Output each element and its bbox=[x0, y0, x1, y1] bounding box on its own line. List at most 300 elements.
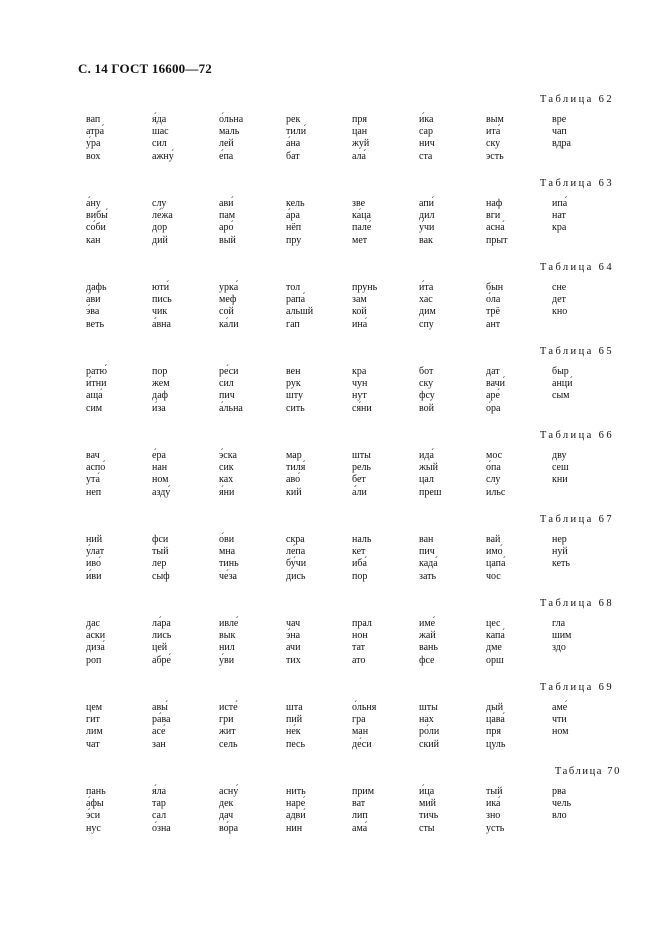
table-title: Таблица 65 bbox=[539, 346, 614, 357]
table-column bbox=[419, 198, 481, 247]
table-cell: пря bbox=[486, 726, 501, 738]
table-cell: жуй bbox=[352, 138, 370, 150]
table-column bbox=[352, 786, 414, 835]
table-cell: а́вна bbox=[152, 318, 171, 330]
table-title: Таблица 70 bbox=[554, 766, 621, 777]
table-cell: рва bbox=[552, 786, 567, 797]
table-column bbox=[486, 618, 548, 667]
table-cell: вдра bbox=[552, 138, 571, 150]
table-cell: э́ска bbox=[219, 450, 237, 461]
table-column bbox=[219, 786, 281, 835]
table-column bbox=[352, 198, 414, 247]
table-cell: ский bbox=[419, 738, 439, 750]
table-column bbox=[352, 450, 414, 499]
table-cell: ажну́ bbox=[152, 150, 174, 162]
table-cell: эсть bbox=[486, 150, 504, 162]
table-column bbox=[86, 702, 148, 751]
table-cell: вань bbox=[419, 642, 438, 654]
table-cell: ида́ bbox=[419, 450, 434, 461]
table-cell: аме́ bbox=[552, 702, 568, 713]
table-cell: мна bbox=[219, 546, 236, 558]
table-cell: аре́ bbox=[486, 390, 500, 402]
syllable-table bbox=[0, 682, 662, 762]
table-cell: ра́ва bbox=[152, 714, 171, 726]
table-cell: э́на bbox=[286, 630, 301, 642]
table-cell: ама́ bbox=[352, 822, 368, 834]
table-column bbox=[352, 534, 414, 583]
table-cell: нин bbox=[286, 822, 303, 834]
table-cell: кан bbox=[86, 234, 101, 246]
table-cell: жит bbox=[219, 726, 236, 738]
table-column bbox=[219, 282, 281, 331]
syllable-table bbox=[0, 766, 662, 846]
table-cell: ста bbox=[419, 150, 433, 162]
table-cell: ивле́ bbox=[219, 618, 239, 629]
table-cell: кра bbox=[552, 222, 567, 234]
table-cell: роп bbox=[86, 654, 102, 666]
table-cell: вло bbox=[552, 810, 567, 822]
table-cell: ний bbox=[86, 534, 103, 545]
table-cell: сил bbox=[152, 138, 167, 150]
table-cell: гри bbox=[219, 714, 234, 726]
table-column bbox=[219, 702, 281, 751]
table-title: Таблица 69 bbox=[539, 682, 614, 693]
table-cell: фсу bbox=[419, 390, 435, 402]
table-cell: вибы́ bbox=[86, 210, 108, 222]
table-cell: фсе bbox=[419, 654, 435, 666]
table-cell: вак bbox=[419, 234, 433, 246]
table-cell: ави́ bbox=[219, 198, 234, 209]
table-cell: тиля́ bbox=[286, 462, 306, 474]
table-cell: неп bbox=[86, 486, 102, 498]
table-cell: здо bbox=[552, 642, 566, 654]
table-cell: слу bbox=[486, 474, 501, 486]
table-cell: тили́ bbox=[286, 126, 307, 138]
table-cell: зать bbox=[419, 570, 437, 582]
table-column bbox=[352, 702, 414, 751]
table-column bbox=[419, 450, 481, 499]
table-column bbox=[352, 366, 414, 415]
table-cell: дись bbox=[286, 570, 306, 582]
table-column bbox=[352, 114, 414, 163]
table-title: Таблица 63 bbox=[539, 178, 614, 189]
table-cell: лип bbox=[352, 810, 368, 822]
table-cell: о́ра bbox=[486, 402, 501, 414]
table-cell: зве bbox=[352, 198, 366, 209]
table-cell: вап bbox=[86, 114, 101, 125]
table-cell: сой bbox=[219, 306, 234, 318]
table-cell: усть bbox=[486, 822, 505, 834]
table-title: Таблица 66 bbox=[539, 430, 614, 441]
table-cell: ута́ bbox=[86, 474, 100, 486]
table-cell: лер bbox=[152, 558, 167, 570]
table-cell: маль bbox=[219, 126, 240, 138]
table-cell: прунь bbox=[352, 282, 378, 293]
table-cell: ратю́ bbox=[86, 366, 108, 377]
table-column bbox=[486, 282, 548, 331]
table-cell: цем bbox=[86, 702, 103, 713]
table-cell: юти́ bbox=[152, 282, 170, 293]
table-cell: пор bbox=[352, 570, 368, 582]
table-cell: альшй bbox=[286, 306, 314, 318]
table-cell: тар bbox=[152, 798, 166, 810]
table-cell: меф bbox=[219, 294, 237, 306]
table-cell: слу bbox=[152, 198, 167, 209]
table-column bbox=[552, 282, 614, 319]
table-cell: пий bbox=[286, 714, 303, 726]
table-cell: атра́ bbox=[86, 126, 105, 138]
table-cell: сар bbox=[419, 126, 433, 138]
table-cell: кно bbox=[552, 306, 568, 318]
table-cell: апи́ bbox=[419, 198, 435, 209]
table-cell: быр bbox=[552, 366, 569, 377]
table-cell: кни bbox=[552, 474, 568, 486]
table-cell: пам bbox=[219, 210, 236, 222]
table-cell: нон bbox=[352, 630, 368, 642]
table-cell: ро́ли bbox=[419, 726, 440, 738]
table-cell: ле́па bbox=[286, 546, 306, 558]
table-cell: о́льна bbox=[219, 114, 244, 125]
syllable-table bbox=[0, 598, 662, 678]
table-cell: е́па bbox=[219, 150, 234, 162]
table-cell: шты bbox=[419, 702, 438, 713]
syllable-table bbox=[0, 430, 662, 510]
table-cell: а́ра bbox=[286, 210, 300, 222]
table-cell: жый bbox=[419, 462, 438, 474]
table-column bbox=[86, 114, 148, 163]
table-cell: и́та bbox=[419, 282, 434, 293]
table-cell: прыт bbox=[486, 234, 508, 246]
table-cell: нить bbox=[286, 786, 306, 797]
table-cell: бу́чи bbox=[286, 558, 307, 570]
table-column bbox=[486, 786, 548, 835]
table-cell: песь bbox=[286, 738, 306, 750]
table-column bbox=[219, 366, 281, 415]
table-cell: а́льна bbox=[219, 402, 243, 414]
table-cell: ла́ра bbox=[152, 618, 171, 629]
table-cell: ала́ bbox=[352, 150, 366, 162]
table-cell: ант bbox=[486, 318, 501, 330]
table-column bbox=[86, 786, 148, 835]
table-cell: сал bbox=[152, 810, 167, 822]
table-cell: чап bbox=[552, 126, 567, 138]
table-cell: фси bbox=[152, 534, 169, 545]
table-cell: цуль bbox=[486, 738, 506, 750]
table-cell: ато bbox=[352, 654, 366, 666]
table-cell: тол bbox=[286, 282, 301, 293]
table-cell: прим bbox=[352, 786, 375, 797]
table-cell: во́ра bbox=[219, 822, 239, 834]
table-column bbox=[286, 450, 348, 499]
table-cell: тих bbox=[286, 654, 301, 666]
table-cell: урка́ bbox=[219, 282, 239, 293]
table-column bbox=[152, 450, 214, 499]
table-cell: гит bbox=[86, 714, 100, 726]
table-cell: исте́ bbox=[219, 702, 238, 713]
table-cell: спу bbox=[419, 318, 434, 330]
table-cell: ску bbox=[486, 138, 501, 150]
table-cell: дме bbox=[486, 642, 502, 654]
syllable-table bbox=[0, 262, 662, 342]
table-cell: пале́ bbox=[352, 222, 372, 234]
table-cell: ман bbox=[352, 726, 369, 738]
table-cell: аща́ bbox=[86, 390, 103, 402]
table-cell: чель bbox=[552, 798, 572, 810]
table-cell: наф bbox=[486, 198, 503, 209]
table-cell: дафь bbox=[86, 282, 107, 293]
table-cell: чик bbox=[152, 306, 168, 318]
table-title: Таблица 68 bbox=[539, 598, 614, 609]
table-cell: я́ла bbox=[152, 786, 167, 797]
table-cell: прал bbox=[352, 618, 372, 629]
table-cell: лись bbox=[152, 630, 172, 642]
table-cell: цал bbox=[419, 474, 434, 486]
table-cell: кеть bbox=[552, 558, 570, 570]
table-column bbox=[286, 366, 348, 415]
table-column bbox=[352, 618, 414, 667]
table-cell: имо́ bbox=[486, 546, 503, 558]
table-cell: чач bbox=[286, 618, 301, 629]
table-cell: цан bbox=[352, 126, 368, 138]
table-cell: дву bbox=[552, 450, 567, 461]
table-cell: лей bbox=[219, 138, 234, 150]
table-cell: вач bbox=[86, 450, 100, 461]
table-cell: даф bbox=[152, 390, 169, 402]
table-cell: э́ва bbox=[86, 306, 100, 318]
table-cell: ску bbox=[419, 378, 434, 390]
table-column bbox=[486, 198, 548, 247]
table-cell: а́на bbox=[286, 138, 301, 150]
table-cell: скра bbox=[286, 534, 305, 545]
table-cell: аво́ bbox=[286, 474, 301, 486]
table-cell: ка́ли bbox=[219, 318, 239, 330]
table-cell: дый bbox=[486, 702, 504, 713]
table-column bbox=[286, 114, 348, 163]
table-cell: пря bbox=[352, 114, 367, 125]
table-cell: асе́ bbox=[152, 726, 166, 738]
table-column bbox=[219, 618, 281, 667]
table-cell: шту bbox=[286, 390, 303, 402]
table-cell: тат bbox=[352, 642, 366, 654]
table-cell: ках bbox=[219, 474, 234, 486]
table-cell: бат bbox=[286, 150, 300, 162]
table-cell: ина́ bbox=[352, 318, 368, 330]
table-cell: вги bbox=[486, 210, 501, 222]
table-cell: о́зна bbox=[152, 822, 171, 834]
table-cell: ка́ца bbox=[352, 210, 371, 222]
table-cell: тинь bbox=[219, 558, 239, 570]
table-column bbox=[419, 534, 481, 583]
table-cell: дас bbox=[86, 618, 100, 629]
table-cell: нах bbox=[419, 714, 434, 726]
table-cell: име́ bbox=[419, 618, 436, 629]
table-cell: нус bbox=[86, 822, 101, 834]
table-column bbox=[152, 366, 214, 415]
table-cell: пич bbox=[419, 546, 435, 558]
table-cell: мет bbox=[352, 234, 368, 246]
table-cell: нер bbox=[552, 534, 567, 545]
table-cell: наре́ bbox=[286, 798, 306, 810]
table-cell: шта bbox=[286, 702, 303, 713]
table-cell: мий bbox=[419, 798, 437, 810]
table-column bbox=[219, 534, 281, 583]
table-cell: ся́ни bbox=[352, 402, 372, 414]
syllable-table bbox=[0, 514, 662, 594]
table-cell: бет bbox=[352, 474, 366, 486]
table-cell: гра bbox=[352, 714, 366, 726]
table-cell: нут bbox=[352, 390, 367, 402]
table-column bbox=[552, 702, 614, 739]
table-column bbox=[152, 282, 214, 331]
table-cell: азду́ bbox=[152, 486, 171, 498]
syllable-table bbox=[0, 94, 662, 174]
table-cell: асна́ bbox=[486, 222, 505, 234]
table-cell: трё bbox=[486, 306, 500, 318]
table-column bbox=[286, 786, 348, 835]
table-cell: цапа́ bbox=[486, 558, 506, 570]
table-cell: чат bbox=[86, 738, 100, 750]
table-cell: ват bbox=[352, 798, 366, 810]
table-cell: а́ски bbox=[86, 630, 106, 642]
table-column bbox=[552, 618, 614, 655]
table-column bbox=[219, 114, 281, 163]
table-cell: и́ви bbox=[86, 570, 102, 582]
table-column bbox=[219, 198, 281, 247]
table-cell: и́тни bbox=[86, 378, 107, 390]
table-cell: рек bbox=[286, 114, 301, 125]
table-cell: о́ви bbox=[219, 534, 235, 545]
table-cell: када́ bbox=[419, 558, 438, 570]
table-cell: нан bbox=[152, 462, 168, 474]
table-cell: ном bbox=[552, 726, 569, 738]
table-cell: пор bbox=[152, 366, 168, 377]
table-cell: аро́ bbox=[219, 222, 234, 234]
table-column bbox=[86, 282, 148, 331]
table-title: Таблица 64 bbox=[539, 262, 614, 273]
table-column bbox=[552, 114, 614, 151]
table-cell: тый bbox=[152, 546, 169, 558]
table-cell: дил bbox=[419, 210, 435, 222]
table-cell: о́ла bbox=[486, 294, 501, 306]
table-cell: цес bbox=[486, 618, 501, 629]
table-cell: дор bbox=[152, 222, 168, 234]
table-cell: иба́ bbox=[352, 558, 367, 570]
table-cell: аспо́ bbox=[86, 462, 106, 474]
table-cell: ика́ bbox=[486, 798, 501, 810]
table-cell: чун bbox=[352, 378, 368, 390]
table-column bbox=[486, 114, 548, 163]
table-cell: нат bbox=[552, 210, 566, 222]
table-column bbox=[419, 702, 481, 751]
table-column bbox=[152, 618, 214, 667]
table-cell: вой bbox=[419, 402, 435, 414]
table-cell: рель bbox=[352, 462, 371, 474]
table-cell: вен bbox=[286, 366, 301, 377]
table-cell: сты bbox=[419, 822, 435, 834]
table-cell: ле́жа bbox=[152, 210, 173, 222]
table-cell: со́би bbox=[86, 222, 106, 234]
table-cell: сим bbox=[86, 402, 103, 414]
table-cell: кой bbox=[352, 306, 367, 318]
table-cell: жем bbox=[152, 378, 170, 390]
table-column bbox=[152, 114, 214, 163]
table-column bbox=[152, 786, 214, 835]
table-column bbox=[419, 618, 481, 667]
table-cell: шас bbox=[152, 126, 169, 138]
table-cell: иво́ bbox=[86, 558, 102, 570]
table-cell: нил bbox=[219, 642, 235, 654]
table-column bbox=[219, 450, 281, 499]
table-cell: вай bbox=[486, 534, 501, 545]
table-cell: анци́ bbox=[552, 378, 573, 390]
syllable-table bbox=[0, 346, 662, 426]
table-column bbox=[419, 786, 481, 835]
table-cell: и́за bbox=[152, 402, 166, 414]
table-cell: сне bbox=[552, 282, 567, 293]
table-title: Таблица 67 bbox=[539, 514, 614, 525]
table-cell: кет bbox=[352, 546, 366, 558]
table-cell: пись bbox=[152, 294, 172, 306]
table-column bbox=[486, 534, 548, 583]
table-cell: а́ви bbox=[86, 294, 101, 306]
table-cell: вык bbox=[219, 630, 236, 642]
table-cell: ипа́ bbox=[552, 198, 568, 209]
table-cell: кий bbox=[286, 486, 302, 498]
table-cell: гла bbox=[552, 618, 566, 629]
table-cell: вох bbox=[86, 150, 101, 162]
table-cell: асну́ bbox=[219, 786, 239, 797]
table-cell: я́да bbox=[152, 114, 167, 125]
table-column bbox=[419, 282, 481, 331]
table-cell: кра bbox=[352, 366, 367, 377]
table-cell: сил bbox=[219, 378, 234, 390]
table-cell: пру bbox=[286, 234, 302, 246]
table-cell: нич bbox=[419, 138, 435, 150]
table-cell: бын bbox=[486, 282, 504, 293]
table-cell: цей bbox=[152, 642, 168, 654]
table-cell: цава́ bbox=[486, 714, 505, 726]
table-cell: абре́ bbox=[152, 654, 171, 666]
table-cell: и́ка bbox=[419, 114, 434, 125]
table-cell: диза́ bbox=[86, 642, 105, 654]
table-cell: преш bbox=[419, 486, 442, 498]
table-cell: а́фы bbox=[86, 798, 104, 810]
table-cell: жай bbox=[419, 630, 436, 642]
table-column bbox=[552, 198, 614, 235]
table-cell: ачи bbox=[286, 642, 301, 654]
table-title: Таблица 62 bbox=[539, 94, 614, 105]
table-cell: не́к bbox=[286, 726, 301, 738]
table-cell: ильс bbox=[486, 486, 506, 498]
table-cell: пань bbox=[86, 786, 106, 797]
table-cell: вый bbox=[219, 234, 236, 246]
table-cell: шим bbox=[552, 630, 572, 642]
syllable-table bbox=[0, 178, 662, 258]
table-cell: сеш bbox=[552, 462, 569, 474]
table-column bbox=[552, 534, 614, 571]
table-cell: че́за bbox=[219, 570, 237, 582]
table-column bbox=[552, 786, 614, 823]
table-column bbox=[286, 198, 348, 247]
table-column bbox=[486, 702, 548, 751]
table-cell: дий bbox=[152, 234, 168, 246]
table-cell: ита́ bbox=[486, 126, 501, 138]
table-cell: наль bbox=[352, 534, 372, 545]
table-cell: е́ра bbox=[152, 450, 166, 461]
table-cell: у́ра bbox=[86, 138, 101, 150]
table-column bbox=[286, 618, 348, 667]
table-column bbox=[286, 702, 348, 751]
